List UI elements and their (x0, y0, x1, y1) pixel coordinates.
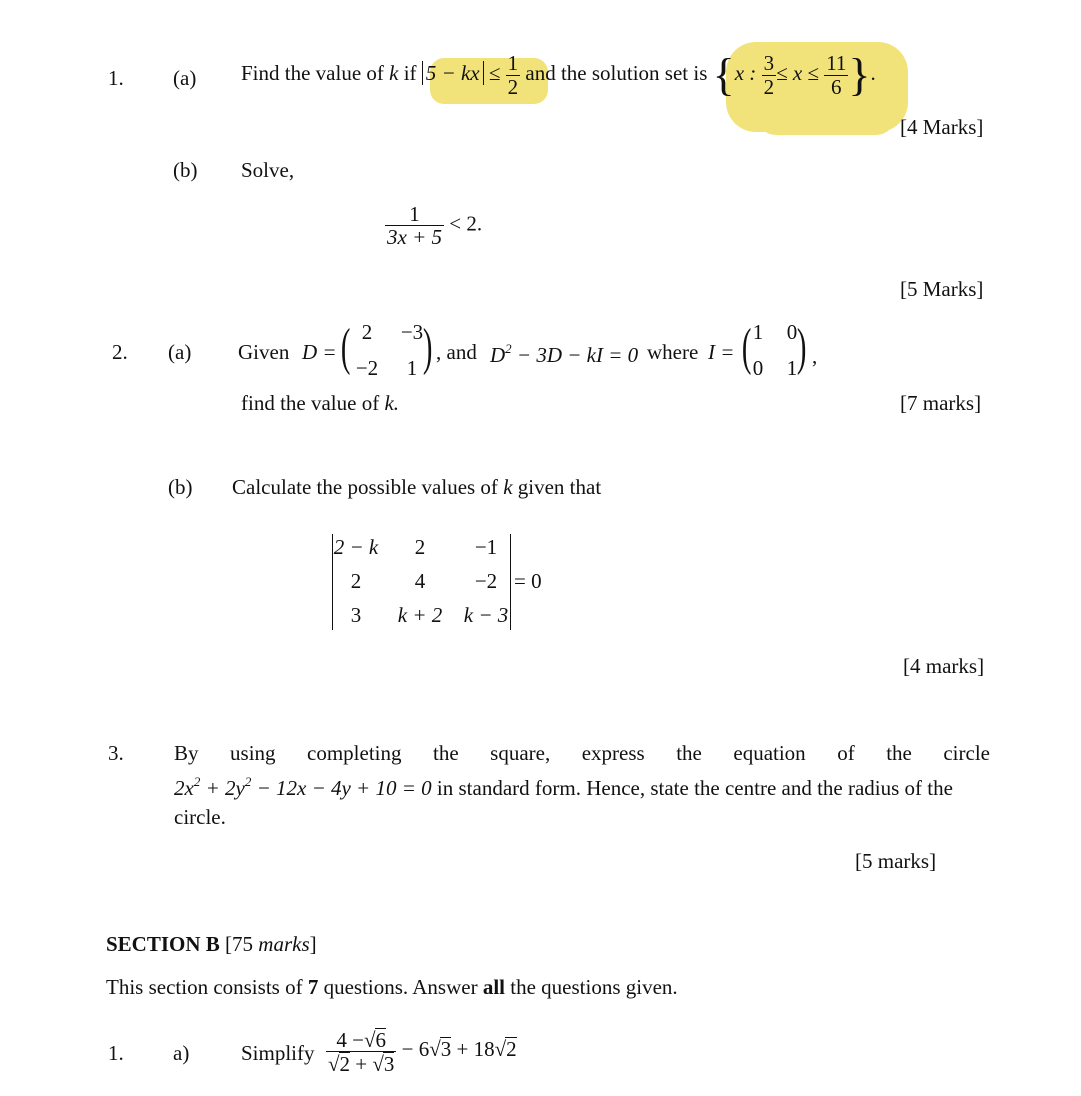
q1b-inequality (385, 203, 482, 248)
circle-equation: $2x^2 + 2y^2 - 12x - 4y + 10 = 0$ (174, 774, 432, 800)
q1b-text: Solve, (241, 158, 295, 182)
q3-line2: $2x^2 + 2y^2 - 12x - 4y + 10 = 0$ in standard form. Hence, state the centre and the radius of the (174, 774, 953, 800)
q2a-where: where (647, 340, 699, 364)
q2b-text: Calculate the possible values of k given that (232, 475, 602, 499)
q3-line1: By using completing the square, express the equation of the circle (174, 741, 990, 765)
det-cell: 3 (350, 603, 362, 627)
section-b-heading: SECTION B [75 marks] (106, 932, 317, 956)
matrix-I-left-paren: ( (741, 319, 752, 376)
q2a-equation: $D^2 - 3D$ − kI = 0 (490, 341, 639, 367)
matrix-I-cell: 0 (786, 320, 798, 344)
solution-set: {x : $\frac{3}{2}$ ≤ x ≤ $\frac{11}{6}$ }. (712, 49, 876, 100)
q3-line3: circle. (174, 805, 226, 829)
matrix-D-cell: 2 (361, 320, 373, 344)
set-x: x : (734, 60, 757, 85)
det-cell: −1 (474, 535, 498, 559)
set-upper-fraction: $\frac{11}{6}$ (826, 51, 847, 99)
q2a-find: find the value of k. (241, 391, 400, 415)
half-fraction: $\frac{1}{2}$ (507, 51, 519, 99)
q1a-marks: [4 Marks] (900, 115, 984, 139)
q1b-marks: [5 Marks] (900, 277, 984, 301)
q1b-relation: < 2. (449, 211, 483, 236)
q1a-label: (a) (173, 66, 197, 90)
q2a-comma: , (812, 344, 818, 368)
matrix-D-cell: −3 (400, 320, 424, 344)
matrix-I-cell: 1 (752, 320, 764, 344)
section-b-intro: This section consists of 7 questions. Answer all the questions given. (106, 975, 678, 999)
q2-number: 2. (112, 340, 128, 364)
matrix-I-cell: 1 (786, 356, 798, 380)
determinant-equals: = 0 (514, 569, 542, 593)
det-cell: 2 (350, 569, 362, 593)
det-cell: k + 2 (397, 603, 443, 627)
det-cell: 2 − k (333, 535, 379, 559)
q2a-given: Given (238, 340, 290, 364)
det-cell: −2 (474, 569, 498, 593)
q1b-label: (b) (173, 158, 198, 182)
surd-fraction: $\frac{4 -√6}{√2 + √3}$ (328, 1028, 395, 1077)
matrix-D-right-paren: ) (422, 319, 433, 376)
sb-q1-text: Simplify (241, 1041, 315, 1065)
q2b-label: (b) (168, 475, 193, 499)
q1-number: 1. (108, 66, 124, 90)
matrix-D-left-paren: ( (340, 319, 351, 376)
set-middle: ≤ x ≤ (776, 60, 819, 85)
q2a-label: (a) (168, 340, 192, 364)
surd-rest: − 6√3 + 18√2 (401, 1037, 517, 1062)
q2a-D-eq: D = (302, 340, 337, 364)
q1a-k: k (389, 60, 399, 85)
det-cell: k − 3 (463, 603, 509, 627)
q2a-marks: [7 marks] (900, 391, 982, 415)
matrix-I-right-paren: ) (796, 319, 807, 376)
q1a-if: if (403, 60, 417, 85)
q3-marks: [5 marks] (855, 849, 937, 873)
q2a-and: , and (436, 340, 477, 364)
q1a-statement (241, 49, 876, 100)
matrix-D-cell: −2 (355, 356, 379, 380)
sb-q1-expression (326, 1028, 517, 1075)
abs-value: 5 − kx (422, 61, 484, 85)
matrix-I-cell: 0 (752, 356, 764, 380)
sb-q1-label: a) (173, 1041, 190, 1065)
det-cell: 2 (414, 535, 426, 559)
q3-number: 3. (108, 741, 124, 765)
q1a-text: Find the value of (241, 60, 384, 85)
set-lower-fraction: $\frac{3}{2}$ (763, 51, 775, 99)
highlight-solution-set-tail (756, 95, 896, 135)
det-cell: 4 (414, 569, 426, 593)
le-symbol: ≤ (488, 60, 501, 85)
matrix-D-cell: 1 (406, 356, 418, 380)
sb-q1-number: 1. (108, 1041, 124, 1065)
q2a-I-eq: I = (708, 340, 735, 364)
q2b-marks: [4 marks] (903, 654, 985, 678)
q1a-text2: and the solution set is (525, 60, 708, 85)
q1b-fraction: $\frac{1}{3x + 5}$ (387, 202, 442, 250)
